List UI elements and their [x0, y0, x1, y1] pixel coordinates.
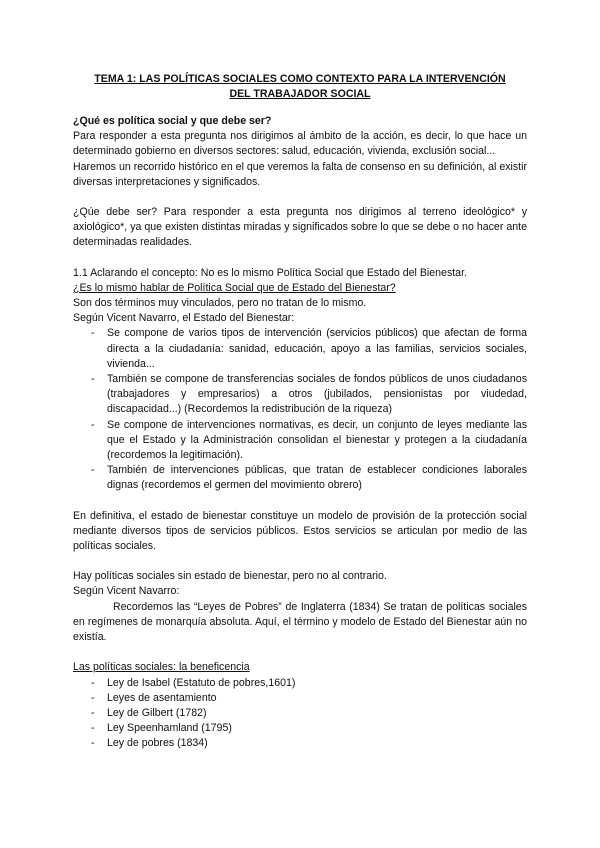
- list-item: - También de intervenciones públicas, que tratan de establecer condiciones laborales dignas (recordemos el germen del movimiento obrero): [91, 463, 527, 493]
- section2-answer: Son dos términos muy vinculados, pero no tratan de lo mismo.: [73, 297, 367, 310]
- list-item: - Ley de Isabel (Estatuto de pobres,1601): [91, 676, 527, 691]
- document-page: [73, 72, 527, 752]
- title-line-2: DEL TRABAJADOR SOCIAL: [229, 88, 371, 100]
- document-title: [73, 72, 527, 102]
- section2-paragraph-5: Según Vicent Navarro:: [73, 585, 180, 598]
- beneficence-laws-list: [73, 676, 527, 752]
- section2-paragraph-4: Hay políticas sociales sin estado de bienestar, pero no al contrario.: [73, 570, 387, 583]
- list-item: - También se compone de transferencias sociales de fondos públicos de unos ciudadanos (trabajadores y empresarios) a otros (jubilados, pensionistas por viudedad, discapacidad...) (Recordemos la redistribución de la riqueza): [91, 372, 527, 418]
- title-line-1: TEMA 1: LAS POLÍTICAS SOCIALES COMO CONTEXTO PARA LA INTERVENCIÓN: [94, 73, 506, 85]
- section2-paragraph-6: Recordemos las “Leyes de Pobres” de Inglaterra (1834) Se tratan de políticas sociales en regímenes de monarquía absoluta. Aquí, el término y modelo de Estado del Bienestar aún no existía.: [73, 600, 527, 644]
- section2-heading: 1.1 Aclarando el concepto: No es lo mismo Política Social que Estado del Bienestar.: [73, 266, 467, 279]
- section3-heading: Las políticas sociales: la beneficencia: [73, 661, 250, 674]
- section2-intro: Según Vicent Navarro, el Estado del Bienestar:: [73, 312, 295, 325]
- section1-paragraph-3: ¿Qúe debe ser? Para responder a esta pregunta nos dirigimos al terreno ideológico* y axiológico*, ya que existen distintas miradas y significados sobre lo que se debe o no hacer ante determinadas realidades.: [73, 206, 527, 249]
- section1-paragraph-2: Haremos un recorrido histórico en el que veremos la falta de consenso en su definición, al existir diversas interpretaciones y significados.: [73, 160, 527, 188]
- section1-paragraph-1: Para responder a esta pregunta nos dirigimos al ámbito de la acción, es decir, lo que hace un determinado gobierno en diversos sectores: salud, educación, vivienda, exclusión social...: [73, 130, 527, 158]
- section2-question: ¿Es lo mismo hablar de Política Social que de Estado del Bienestar?: [73, 281, 396, 294]
- section2-conclusion: En definitiva, el estado de bienestar constituye un modelo de provisión de la protección social mediante diversos tipos de servicios públicos. Estos servicios se articulan por medio de las políticas sociales.: [73, 509, 527, 553]
- list-item: - Se compone de varios tipos de intervención (servicios públicos) que afectan de forma directa a la ciudadanía: sanidad, educación, apoyo a las familias, servicios sociales, vivienda...: [91, 326, 527, 372]
- list-item: - Ley de pobres (1834): [91, 736, 527, 751]
- list-item: - Leyes de asentamiento: [91, 691, 527, 706]
- list-item: - Se compone de intervenciones normativas, es decir, un conjunto de leyes mediante las que el Estado y la Administración consolidan el bienestar y protegen a la ciudadanía (recordemos la legitimación).: [91, 418, 527, 464]
- section1-heading: ¿Qué es política social y que debe ser?: [73, 115, 272, 127]
- welfare-state-list: [73, 326, 527, 493]
- list-item: - Ley de Gilbert (1782): [91, 706, 527, 721]
- list-item: - Ley Speenhamland (1795): [91, 721, 527, 736]
